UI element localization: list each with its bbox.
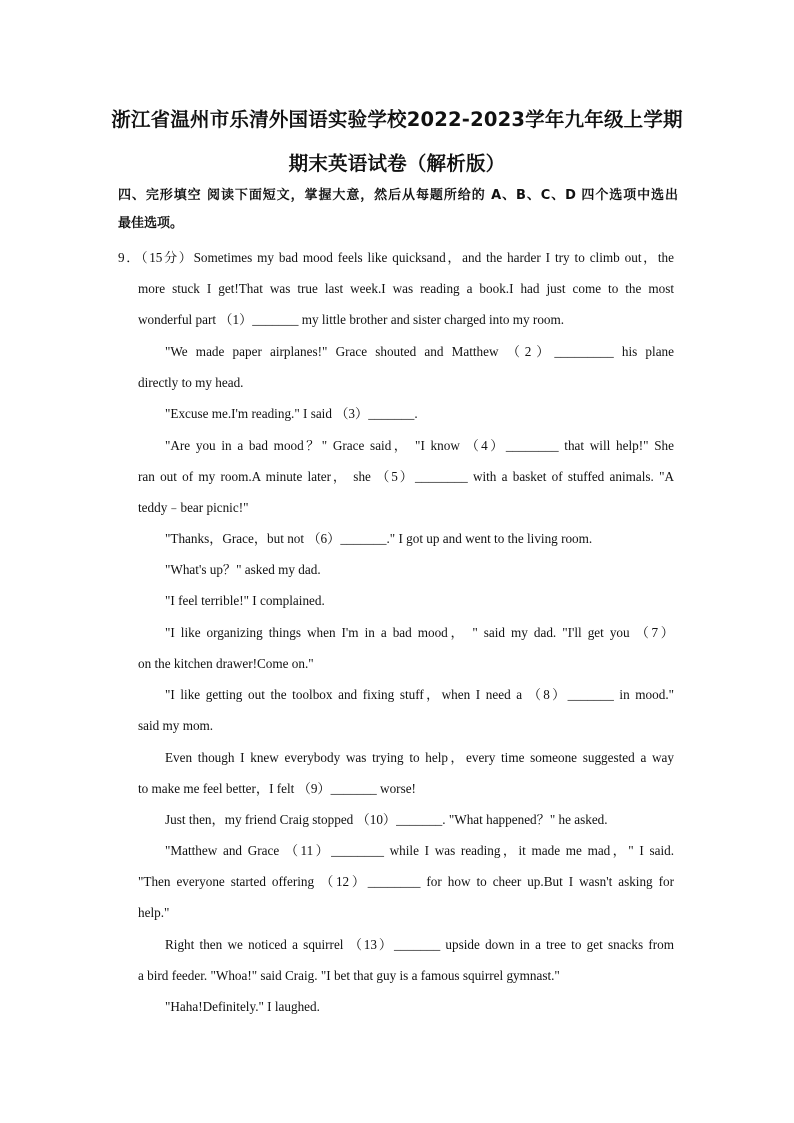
passage-line: "Are you in a bad mood？" Grace said， "I know （4）________ that will help!" She (165, 438, 674, 453)
passage-line: more stuck I get!That was true last week.I was reading a book.I had just come to the most (138, 281, 674, 296)
title-line-2: 期末英语试卷（解析版） (288, 152, 506, 175)
passage-line: "I like getting out the toolbox and fixing stuff，when I need a （8）_______ in mood." (165, 687, 674, 702)
passage-line: directly to my head. (138, 375, 244, 390)
section-instruction-line-1: 四、完形填空 阅读下面短文，掌握大意，然后从每题所给的 A、B、C、D 四个选项中选出 (118, 188, 678, 203)
passage-line: "We made paper airplanes!" Grace shouted and Matthew （2）_________ his plane (165, 344, 674, 359)
title-line-1: 浙江省温州市乐清外国语实验学校2022-2023学年九年级上学期 (111, 108, 683, 131)
passage-line: "Thanks，Grace，but not （6）_______." I got up and went to the living room. (165, 531, 593, 546)
passage-line: said my mom. (138, 718, 214, 733)
passage-line: "What's up？" asked my dad. (165, 562, 321, 577)
passage-line: to make me feel better，I felt （9）_______ worse! (138, 781, 416, 796)
passage-line: a bird feeder. "Whoa!" said Craig. "I bet that guy is a famous squirrel gymnast." (138, 968, 560, 983)
passage-line: help." (138, 905, 170, 920)
passage-line: Just then，my friend Craig stopped （10）_______. "What happened？" he asked. (165, 812, 608, 827)
passage-line: Even though I knew everybody was trying to help，every time someone suggested a way (165, 750, 674, 765)
passage-line: "I like organizing things when I'm in a bad mood， " said my dad. "I'll get you （7） (165, 625, 674, 640)
passage-line: on the kitchen drawer!Come on." (138, 656, 314, 671)
passage-line: wonderful part （1）_______ my little brother and sister charged into my room. (138, 312, 565, 327)
passage-line: Right then we noticed a squirrel （13）_______ upside down in a tree to get snacks from (165, 937, 674, 952)
passage-line: "Then everyone started offering （12）________ for how to cheer up.But I wasn't asking for (138, 874, 674, 889)
section-instruction-line-2: 最佳选项。 (118, 216, 184, 231)
passage-line: "Haha!Definitely." I laughed. (165, 999, 320, 1014)
passage-line: "I feel terrible!" I complained. (165, 593, 325, 608)
passage-line: teddy﹣bear picnic!" (138, 500, 249, 515)
passage-line: "Excuse me.I'm reading." I said （3）_______. (165, 406, 418, 421)
passage-line: ran out of my room.A minute later， she （5）________ with a basket of stuffed animals. "A (138, 469, 674, 484)
passage-line: "Matthew and Grace （11）________ while I was reading，it made me mad，" I said. (165, 843, 674, 858)
passage-line: 9．（15分）Sometimes my bad mood feels like quicksand，and the harder I try to climb out，the (118, 250, 674, 265)
